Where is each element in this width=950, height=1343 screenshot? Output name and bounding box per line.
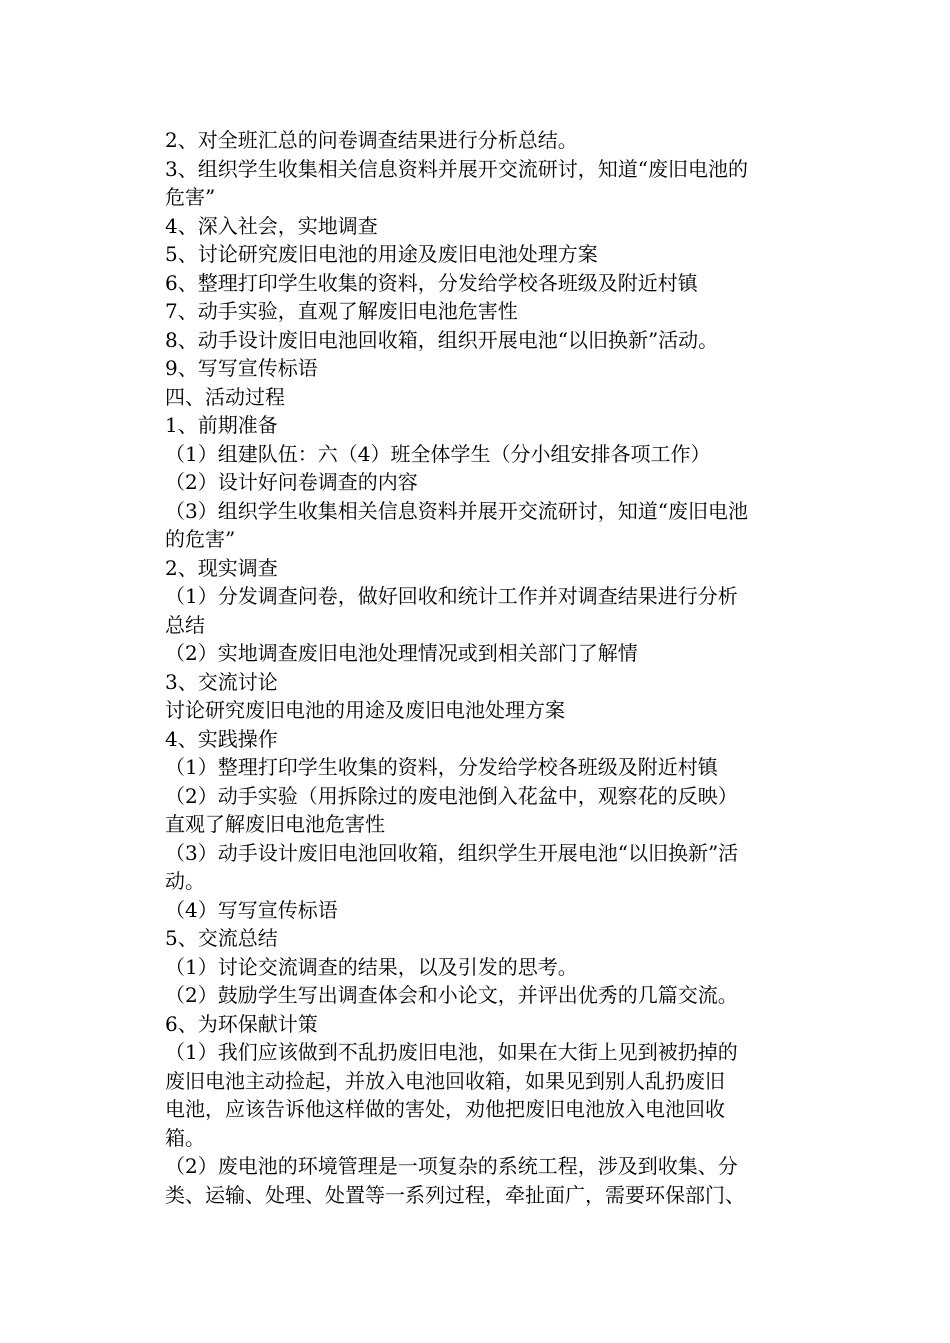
- subsection-heading: 5、交流总结: [165, 926, 278, 950]
- text-line: （1）整理打印学生收集的资料，分发给学校各班级及附近村镇: [165, 755, 718, 779]
- text-line: 4、深入社会，实地调查: [165, 213, 378, 238]
- text-line: 的危害”: [165, 527, 236, 551]
- text-line: 9、写写宣传标语: [165, 356, 318, 380]
- text-line: （4）写写宣传标语: [165, 897, 338, 922]
- text-line: 7、动手实验，直观了解废旧电池危害性: [165, 299, 518, 323]
- text-line: （3）组织学生收集相关信息资料并展开交流研讨，知道“废旧电池: [165, 498, 748, 523]
- text-line: （3）动手设计废旧电池回收箱，组织学生开展电池“以旧换新”活: [165, 840, 739, 865]
- text-line: （1）我们应该做到不乱扔废旧电池，如果在大街上见到被扔掉的: [165, 1040, 738, 1064]
- text-line: （1）分发调查问卷，做好回收和统计工作并对调查结果进行分析: [165, 584, 738, 608]
- text-line: 电池，应该告诉他这样做的害处，劝他把废旧电池放入电池回收: [165, 1097, 725, 1121]
- text-line: 动。: [165, 869, 205, 893]
- section-heading: 四、活动过程: [165, 384, 285, 409]
- text-line: 直观了解废旧电池危害性: [165, 812, 385, 836]
- text-line: 3、组织学生收集相关信息资料并展开交流研讨，知道“废旧电池的: [165, 156, 748, 181]
- text-line: （1）讨论交流调查的结果，以及引发的思考。: [165, 954, 578, 979]
- text-line: 类、运输、处理、处置等一系列过程，牵扯面广，需要环保部门、: [165, 1182, 745, 1207]
- text-line: 总结: [165, 612, 205, 637]
- text-line: 危害”: [165, 185, 216, 209]
- text-line: 箱。: [165, 1125, 205, 1150]
- text-line: （2）实地调查废旧电池处理情况或到相关部门了解情: [165, 641, 638, 665]
- text-line: 讨论研究废旧电池的用途及废旧电池处理方案: [165, 698, 565, 722]
- text-line: 5、讨论研究废旧电池的用途及废旧电池处理方案: [165, 242, 598, 266]
- subsection-heading: 6、为环保献计策: [165, 1011, 318, 1036]
- subsection-heading: 2、现实调查: [165, 555, 278, 580]
- text-line: （2）动手实验（用拆除过的废电池倒入花盆中，观察花的反映）: [165, 783, 738, 808]
- subsection-heading: 3、交流讨论: [165, 669, 278, 694]
- text-line: 2、对全班汇总的问卷调查结果进行分析总结。: [165, 128, 578, 152]
- text-line: 8、动手设计废旧电池回收箱，组织开展电池“以旧换新”活动。: [165, 327, 719, 352]
- text-line: （2）鼓励学生写出调查体会和小论文，并评出优秀的几篇交流。: [165, 983, 738, 1007]
- text-line: 废旧电池主动捡起，并放入电池回收箱，如果见到别人乱扔废旧: [165, 1068, 725, 1093]
- subsection-heading: 1、前期准备: [165, 413, 278, 437]
- text-line: 6、整理打印学生收集的资料，分发给学校各班级及附近村镇: [165, 270, 698, 295]
- text-line: （2）设计好问卷调查的内容: [165, 470, 418, 494]
- text-line: （2）废电池的环境管理是一项复杂的系统工程，涉及到收集、分: [165, 1154, 738, 1178]
- subsection-heading: 4、实践操作: [165, 726, 278, 751]
- document-body: [165, 126, 791, 1209]
- text-line: （1）组建队伍：六（4）班全体学生（分小组安排各项工作）: [165, 441, 711, 466]
